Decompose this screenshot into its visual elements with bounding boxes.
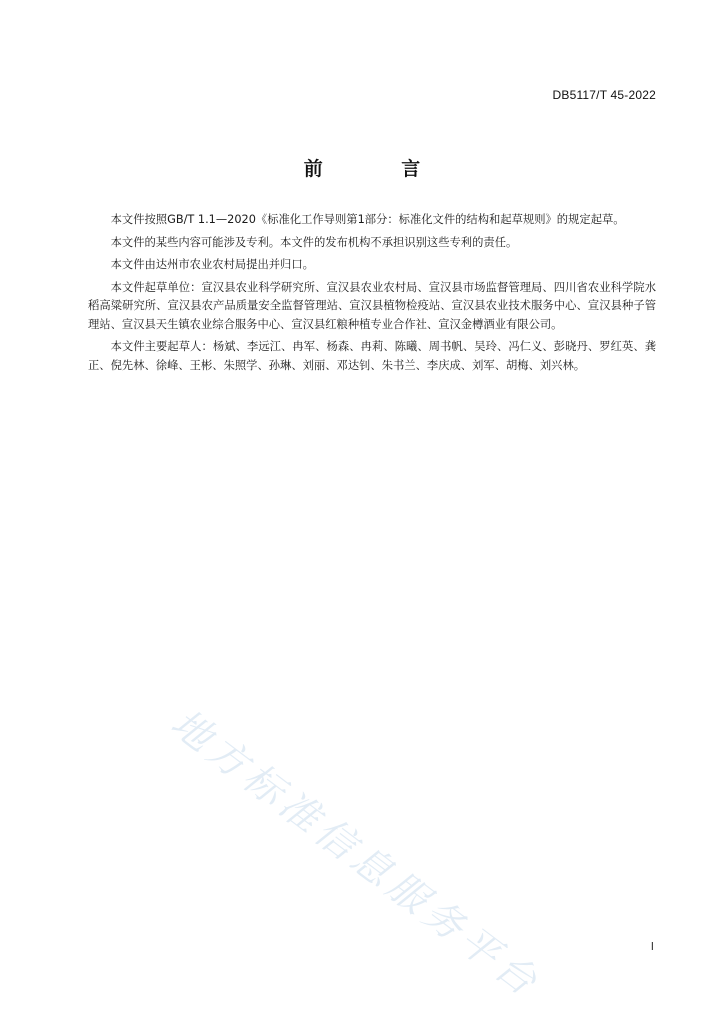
- page-number: I: [650, 940, 654, 953]
- paragraph-drafting-rules: 本文件按照GB/T 1.1—2020《标准化工作导则第1部分：标准化文件的结构和起草规则》的规定起草。: [110, 213, 625, 226]
- preface-body: [88, 211, 656, 379]
- document-code: DB5117/T 45-2022: [552, 88, 656, 102]
- section-title: 前 言: [303, 158, 457, 180]
- paragraph-drafters: 本文件主要起草人：杨斌、李远江、冉军、杨森、冉莉、陈曦、周书帆、吴玲、冯仁义、彭晓丹、罗红英、龚正、倪先林、徐峰、王彬、朱照学、孙琳、刘丽、邓达钊、朱书兰、李庆成、刘军、胡梅、刘兴林。: [88, 340, 656, 372]
- paragraph-patent-notice: 本文件的某些内容可能涉及专利。本文件的发布机构不承担识别这些专利的责任。: [110, 235, 518, 249]
- watermark-text: 地方标准信息服务平台: [162, 700, 549, 1008]
- paragraph-drafting-units: 本文件起草单位：宣汉县农业科学研究所、宣汉县农业农村局、宣汉县市场监督管理局、四川省农业科学院水稻高粱研究所、宣汉县农产品质量安全监督管理站、宣汉县植物检疫站、宣汉县农业技术服务中心、宣汉县种子管理站、宣汉县天生镇农业综合服务中心、宣汉县红粮种植专业合作社、宣汉金樽酒业有限公司。: [88, 280, 656, 331]
- paragraph-proposer: 本文件由达州市农业农村局提出并归口。: [110, 258, 314, 271]
